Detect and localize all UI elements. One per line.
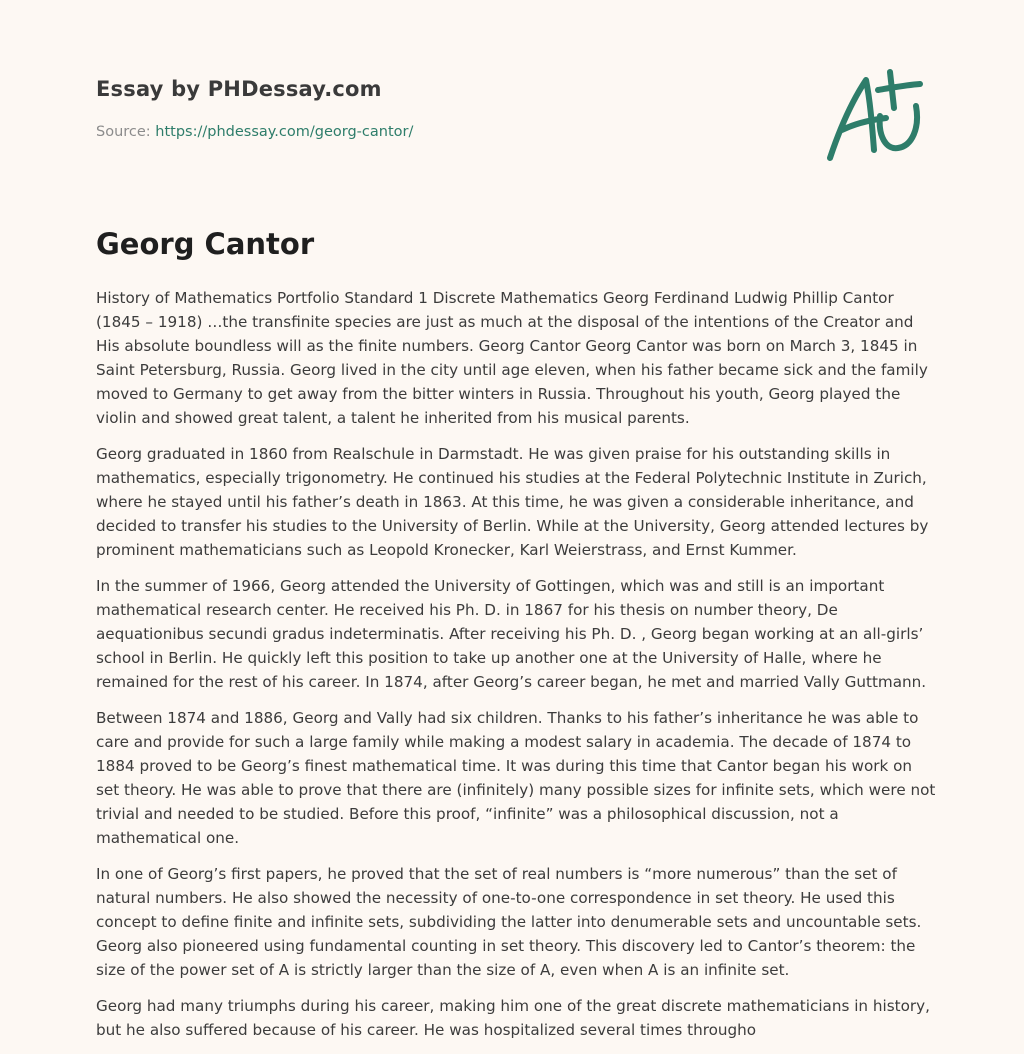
site-brand: Essay by PHDessay.com (96, 77, 382, 101)
article-paragraph: History of Mathematics Portfolio Standard 1 Discrete Mathematics Georg Ferdinand Ludwig Phillip Cantor (1845 – 1918) …the transfinite species are just as much at the disposal of the intentions of the Creator and His absolute boundless will as the finite numbers. Georg Cantor Georg Cantor was born on March 3, 1845 in Saint Petersburg, Russia. Georg lived in the city until age eleven, when his father became sick and the family moved to Germany to get away from the bitter winters in Russia. Throughout his youth, Georg played the violin and showed great talent, a talent he inherited from his musical parents. (96, 289, 928, 427)
article-paragraph: Georg graduated in 1860 from Realschule in Darmstadt. He was given praise for his outstanding skills in mathematics, especially trigonometry. He continued his studies at the Federal Polytechnic Institute in Zurich, where he stayed until his father’s death in 1863. At this time, he was given a considerable inheritance, and decided to transfer his studies to the University of Berlin. While at the University, Georg attended lectures by prominent mathematicians such as Leopold Kronecker, Karl Weierstrass, and Ernst Kummer. (96, 445, 929, 559)
article-title: Georg Cantor (96, 227, 315, 261)
article-paragraph: Between 1874 and 1886, Georg and Vally had six children. Thanks to his father’s inheritance he was able to care and provide for such a large family while making a modest salary in academia. The decade of 1874 to 1884 proved to be Georg’s finest mathematical time. It was during this time that Cantor began his work on set theory. He was able to prove that there are (infinitely) many possible sizes for infinite sets, which were not trivial and needed to be studied. Before this proof, “infinite” was a philosophical discussion, not a mathematical one. (96, 709, 936, 847)
article-paragraph: Georg had many triumphs during his career, making him one of the great discrete mathematicians in history, but he also suffered because of his career. He was hospitalized several times througho (96, 997, 930, 1039)
page-header (96, 74, 796, 142)
a-plus-grade-icon (820, 66, 930, 166)
article-paragraph: In the summer of 1966, Georg attended the University of Gottingen, which was and still is an important mathematical research center. He received his Ph. D. in 1867 for his thesis on number theory, De aequationibus secundi gradus indeterminatis. After receiving his Ph. D. , Georg began working at an all-girls’ school in Berlin. He quickly left this position to take up another one at the University of Halle, where he remained for the rest of his career. In 1874, after Georg’s career began, he met and married Vally Guttmann. (96, 577, 927, 691)
article-paragraph: In one of Georg’s first papers, he proved that the set of real numbers is “more numerous” than the set of natural numbers. He also showed the necessity of one-to-one correspondence in set theory. He used this concept to define finite and infinite sets, subdividing the latter into denumerable sets and uncountable sets. Georg also pioneered using fundamental counting in set theory. This discovery led to Cantor’s theorem: the size of the power set of A is strictly larger than the size of A, even when A is an infinite set. (96, 865, 922, 979)
article-body (96, 286, 936, 1054)
source-line (96, 122, 796, 142)
source-label: Source: (96, 124, 156, 140)
source-link[interactable]: https://phdessay.com/georg-cantor/ (155, 124, 414, 140)
